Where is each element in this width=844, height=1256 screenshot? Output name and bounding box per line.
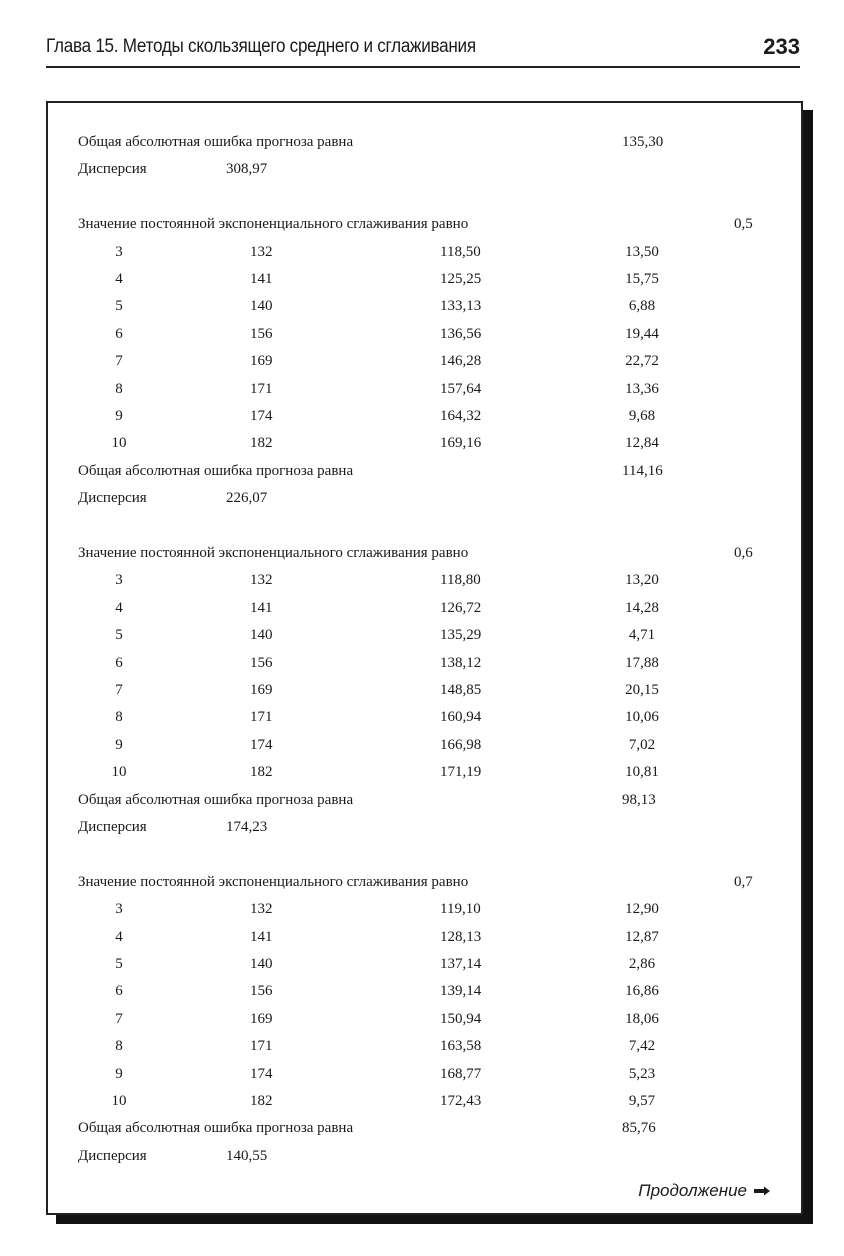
actual-value-cell: 174: [250, 736, 273, 753]
abs-error-cell: 6,88: [628, 298, 656, 315]
table-row: [48, 682, 801, 702]
period-cell: 5: [115, 627, 123, 644]
table-row: [48, 1093, 801, 1113]
page-number: 233: [763, 34, 800, 59]
variance-label: Дисперсия: [78, 161, 147, 178]
error-value: 85,76: [622, 1120, 656, 1137]
variance-label: Дисперсия: [78, 1147, 147, 1164]
actual-value-cell: 169: [250, 1010, 273, 1027]
abs-error-cell: 2,86: [628, 956, 656, 972]
abs-error-cell: 9,68: [628, 408, 656, 424]
actual-value-cell: 182: [250, 1093, 273, 1109]
period-cell: 4: [115, 271, 123, 287]
right-arrow-icon: [753, 1186, 771, 1196]
forecast-cell: 138,12: [440, 654, 482, 671]
period-cell: 4: [115, 928, 123, 945]
variance-value: 140,55: [226, 1147, 268, 1164]
abs-error-cell: 12,90: [625, 901, 659, 918]
page-header: [46, 34, 800, 68]
continuation-note: [638, 1181, 771, 1201]
actual-value-cell: 171: [250, 380, 273, 397]
table-row: [48, 381, 801, 401]
forecast-cell: 150,94: [440, 1010, 482, 1027]
error-summary-row: [48, 792, 801, 812]
period-cell: 7: [115, 1010, 123, 1027]
forecast-cell: 171,19: [440, 764, 482, 781]
actual-value-cell: 156: [250, 325, 273, 342]
forecast-cell: 135,29: [440, 627, 482, 644]
table-row: [48, 956, 801, 976]
abs-error-cell: 4,71: [628, 627, 656, 644]
forecast-cell: 148,85: [440, 682, 482, 698]
table-row: [48, 709, 801, 729]
abs-error-cell: 17,88: [625, 654, 659, 671]
period-cell: 5: [115, 298, 123, 315]
table-row: [48, 1038, 801, 1058]
abs-error-cell: 13,36: [625, 380, 659, 397]
variance-row: [48, 490, 801, 510]
period-cell: 6: [115, 325, 123, 342]
actual-value-cell: 140: [250, 956, 273, 972]
abs-error-cell: 12,84: [625, 435, 659, 452]
variance-label: Дисперсия: [78, 490, 147, 507]
error-value: 135,30: [622, 134, 664, 150]
abs-error-cell: 10,06: [625, 709, 659, 726]
forecast-cell: 166,98: [440, 736, 482, 753]
table-row: [48, 326, 801, 346]
table-row: [48, 1066, 801, 1086]
period-cell: 3: [115, 901, 123, 918]
period-cell: 8: [115, 1038, 123, 1055]
actual-value-cell: 140: [250, 627, 273, 644]
forecast-cell: 119,10: [440, 901, 481, 918]
actual-value-cell: 140: [250, 298, 273, 315]
abs-error-cell: 9,57: [628, 1093, 656, 1109]
forecast-cell: 133,13: [440, 298, 482, 315]
error-summary-row: [48, 134, 801, 154]
abs-error-cell: 5,23: [628, 1065, 656, 1082]
table-row: [48, 435, 801, 455]
actual-value-cell: 132: [250, 243, 273, 260]
smoothing-heading-row: [48, 216, 801, 236]
forecast-cell: 169,16: [440, 435, 482, 452]
actual-value-cell: 141: [250, 599, 273, 616]
error-summary-row: [48, 1120, 801, 1140]
abs-error-cell: 7,42: [628, 1038, 656, 1055]
table-row: [48, 271, 801, 291]
abs-error-cell: 16,86: [625, 983, 659, 1000]
error-label: Общая абсолютная ошибка прогноза равна: [78, 134, 354, 150]
abs-error-cell: 10,81: [625, 764, 659, 781]
abs-error-cell: 12,87: [625, 928, 659, 945]
abs-error-cell: 22,72: [625, 353, 659, 370]
variance-row: [48, 819, 801, 839]
alpha-value: 0,5: [734, 216, 753, 233]
actual-value-cell: 132: [250, 572, 273, 589]
forecast-cell: 139,14: [440, 983, 482, 1000]
abs-error-cell: 20,15: [625, 682, 659, 698]
variance-value: 174,23: [226, 819, 268, 835]
abs-error-cell: 18,06: [625, 1010, 659, 1027]
smoothing-heading-row: [48, 874, 801, 894]
forecast-cell: 164,32: [440, 408, 482, 424]
table-row: [48, 600, 801, 620]
forecast-cell: 128,13: [440, 928, 482, 945]
period-cell: 7: [115, 682, 123, 698]
period-cell: 9: [115, 736, 123, 753]
actual-value-cell: 171: [250, 1038, 273, 1055]
forecast-cell: 118,80: [440, 572, 481, 589]
actual-value-cell: 156: [250, 983, 273, 1000]
abs-error-cell: 15,75: [625, 271, 659, 287]
error-label: Общая абсолютная ошибка прогноза равна: [78, 462, 354, 479]
table-row: [48, 983, 801, 1003]
forecast-cell: 146,28: [440, 353, 482, 370]
period-cell: 7: [115, 353, 123, 370]
error-value: 114,16: [622, 462, 663, 479]
forecast-cell: 172,43: [440, 1093, 482, 1109]
table-row: [48, 1011, 801, 1031]
abs-error-cell: 13,50: [625, 243, 659, 260]
period-cell: 3: [115, 572, 123, 589]
table-row: [48, 929, 801, 949]
chapter-title: Глава 15. Методы скользящего среднего и сглаживания: [46, 36, 476, 57]
table-row: [48, 244, 801, 264]
table-row: [48, 627, 801, 647]
variance-value: 226,07: [226, 490, 268, 507]
period-cell: 8: [115, 380, 123, 397]
forecast-cell: 163,58: [440, 1038, 482, 1055]
period-cell: 10: [111, 435, 127, 452]
period-cell: 6: [115, 983, 123, 1000]
table-row: [48, 764, 801, 784]
table-row: [48, 298, 801, 318]
error-label: Общая абсолютная ошибка прогноза равна: [78, 791, 354, 808]
period-cell: 9: [115, 408, 123, 424]
variance-row: [48, 1148, 801, 1168]
actual-value-cell: 132: [250, 901, 273, 918]
actual-value-cell: 174: [250, 408, 273, 424]
smoothing-heading: Значение постоянной экспоненциального сглаживания равно: [78, 545, 469, 561]
smoothing-heading: Значение постоянной экспоненциального сглаживания равно: [78, 216, 469, 233]
error-value: 98,13: [622, 791, 656, 808]
table-row: [48, 408, 801, 428]
period-cell: 10: [111, 1093, 127, 1109]
actual-value-cell: 141: [250, 271, 273, 287]
continuation-label: Продолжение: [638, 1181, 747, 1200]
abs-error-cell: 13,20: [625, 572, 659, 589]
alpha-value: 0,7: [734, 873, 753, 890]
period-cell: 4: [115, 599, 123, 616]
table-row: [48, 655, 801, 675]
period-cell: 9: [115, 1065, 123, 1082]
forecast-cell: 168,77: [440, 1065, 482, 1082]
actual-value-cell: 156: [250, 654, 273, 671]
listing-frame: [46, 101, 803, 1215]
variance-value: 308,97: [226, 161, 268, 178]
table-row: [48, 901, 801, 921]
actual-value-cell: 141: [250, 928, 273, 945]
period-cell: 5: [115, 956, 123, 972]
error-label: Общая абсолютная ошибка прогноза равна: [78, 1120, 354, 1137]
variance-row: [48, 161, 801, 181]
forecast-cell: 126,72: [440, 599, 482, 616]
actual-value-cell: 171: [250, 709, 273, 726]
abs-error-cell: 19,44: [625, 325, 659, 342]
actual-value-cell: 182: [250, 764, 273, 781]
variance-label: Дисперсия: [78, 819, 147, 835]
forecast-cell: 125,25: [440, 271, 482, 287]
actual-value-cell: 169: [250, 353, 273, 370]
smoothing-heading-row: [48, 545, 801, 565]
error-summary-row: [48, 463, 801, 483]
actual-value-cell: 174: [250, 1065, 273, 1082]
period-cell: 10: [111, 764, 127, 781]
table-row: [48, 737, 801, 757]
period-cell: 8: [115, 709, 123, 726]
period-cell: 6: [115, 654, 123, 671]
forecast-cell: 137,14: [440, 956, 482, 972]
forecast-cell: 160,94: [440, 709, 482, 726]
forecast-cell: 136,56: [440, 325, 482, 342]
forecast-cell: 157,64: [440, 380, 482, 397]
abs-error-cell: 14,28: [625, 599, 659, 616]
actual-value-cell: 182: [250, 435, 273, 452]
actual-value-cell: 169: [250, 682, 273, 698]
table-row: [48, 572, 801, 592]
alpha-value: 0,6: [734, 545, 753, 561]
smoothing-heading: Значение постоянной экспоненциального сглаживания равно: [78, 873, 469, 890]
abs-error-cell: 7,02: [628, 736, 656, 753]
forecast-cell: 118,50: [440, 243, 481, 260]
table-row: [48, 353, 801, 373]
period-cell: 3: [115, 243, 123, 260]
